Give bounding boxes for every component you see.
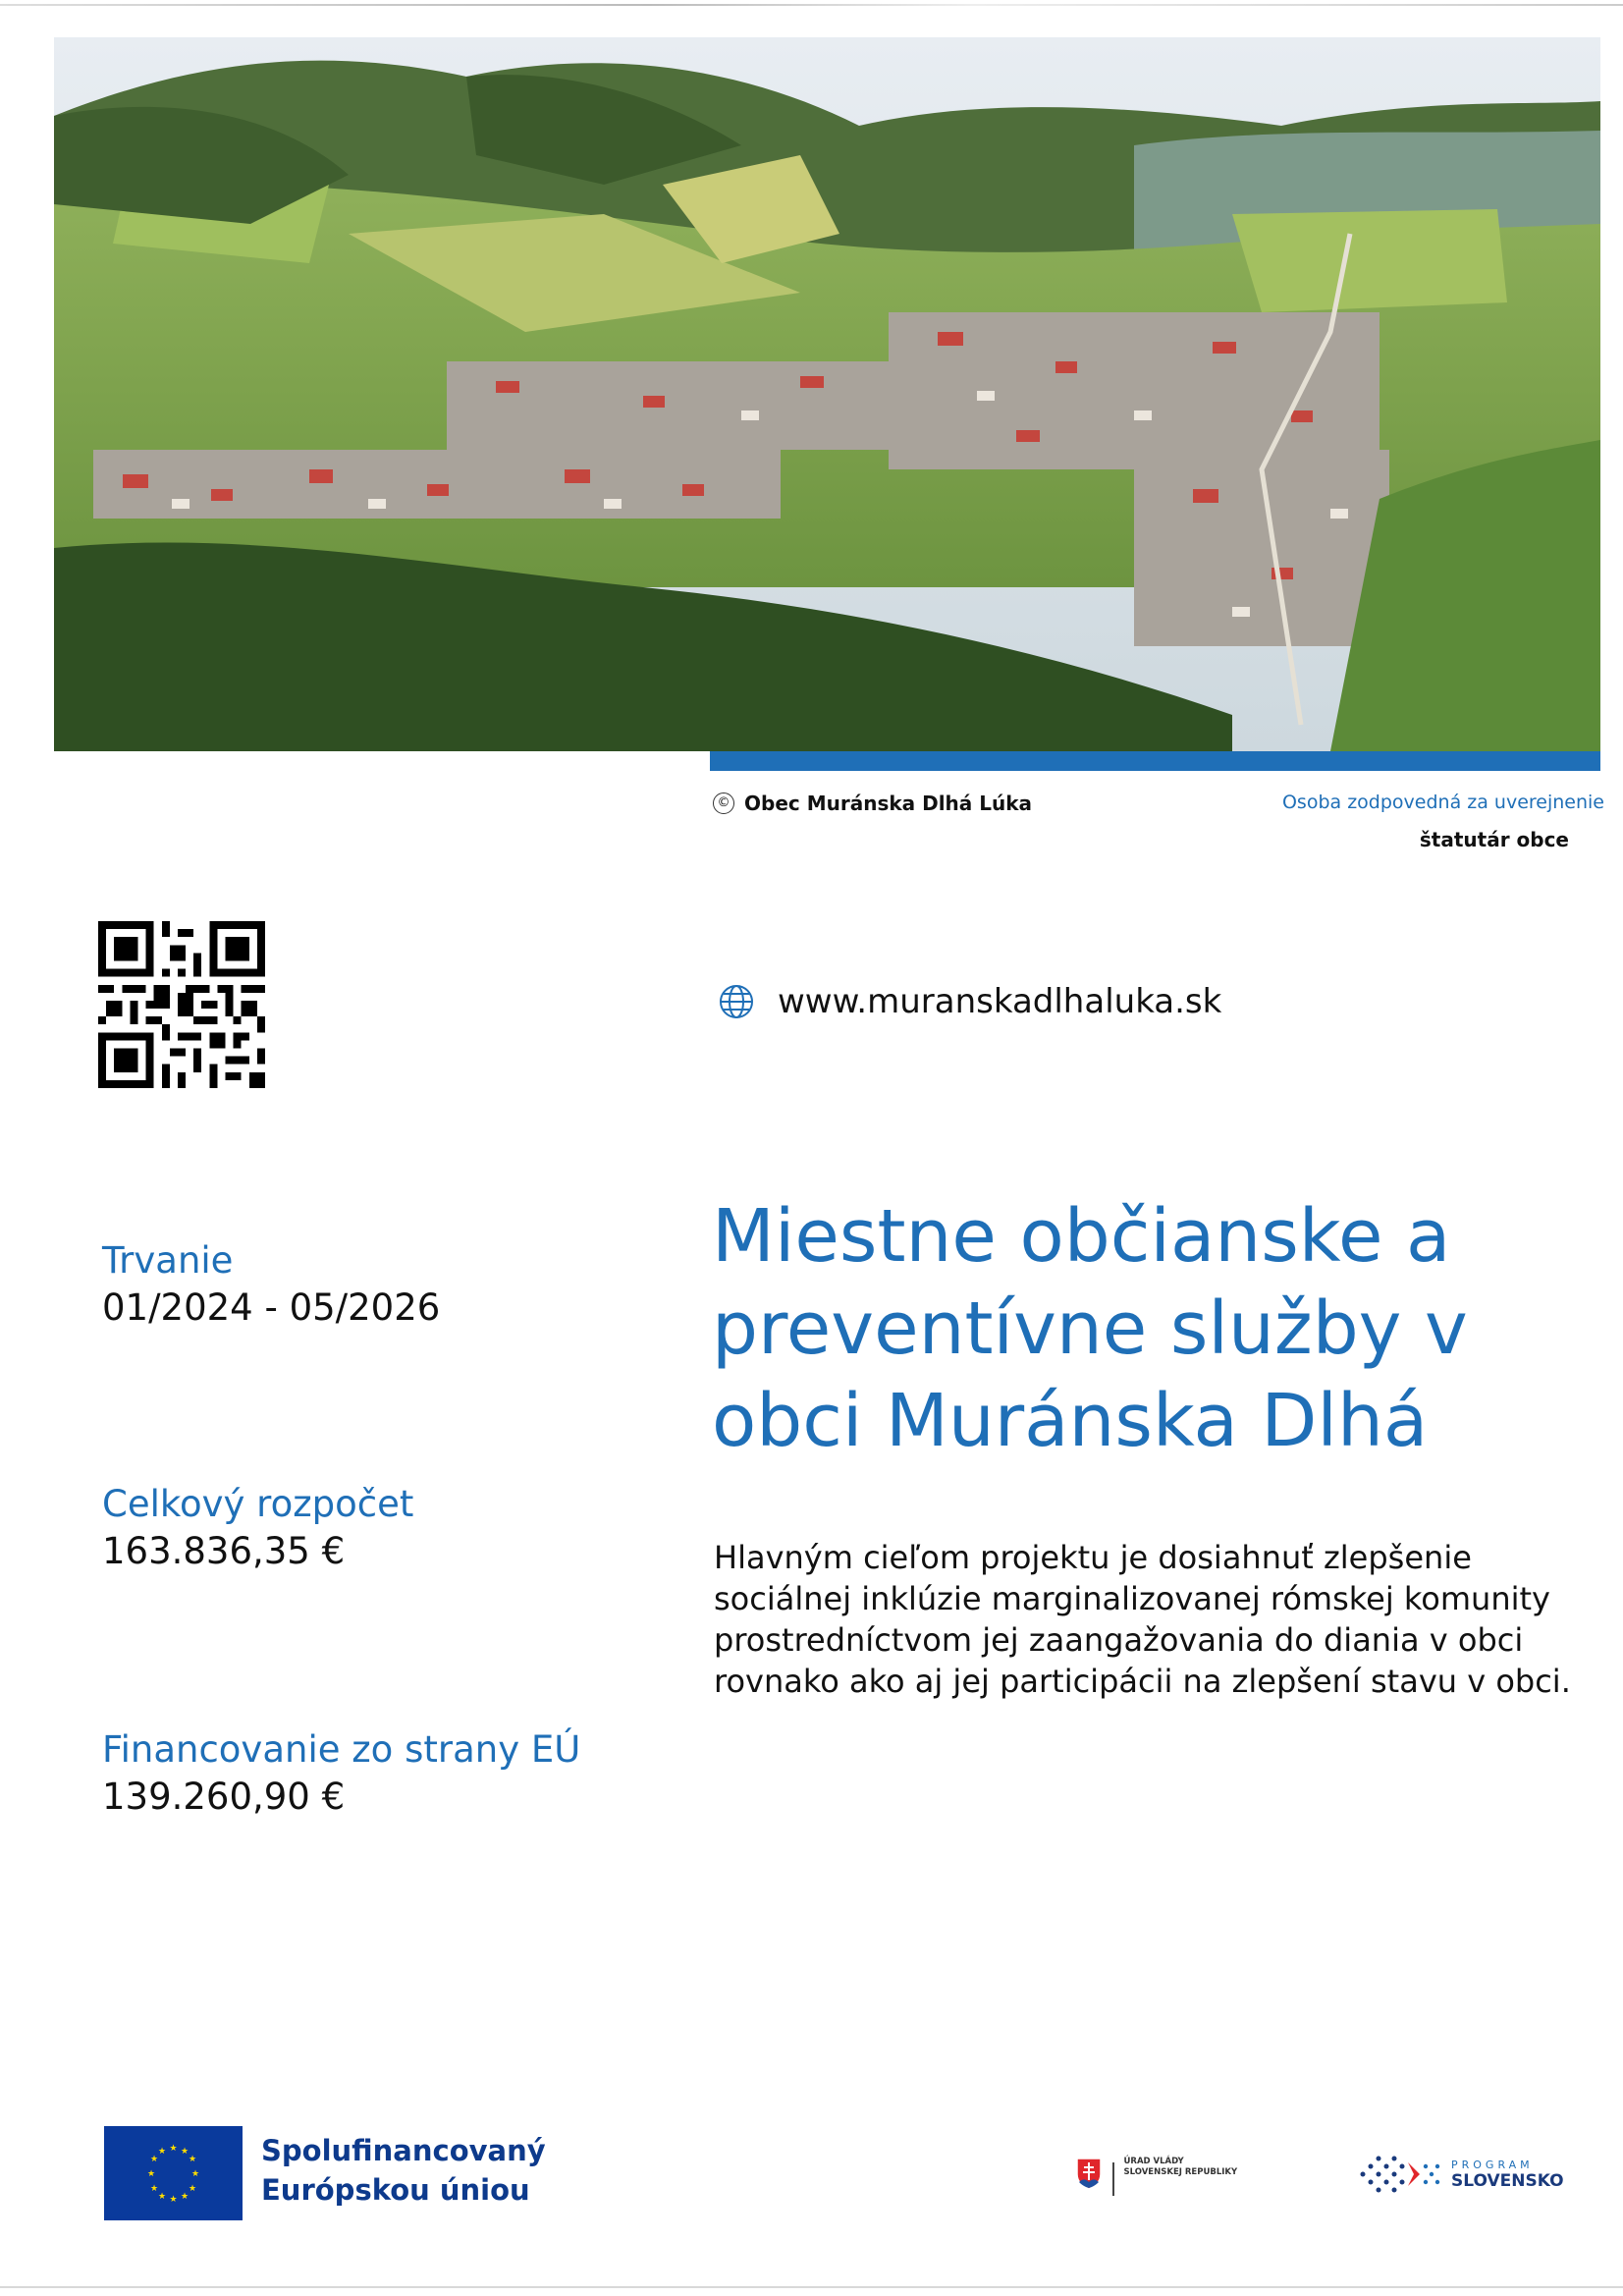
eu-flag-logo bbox=[104, 2126, 243, 2220]
copyright-owner: Obec Muránska Dlhá Lúka bbox=[744, 792, 1033, 815]
copyright-line bbox=[713, 792, 1032, 815]
responsible-person-value: štatutár obce bbox=[1419, 828, 1569, 851]
urad-line1: ÚRAD VLÁDY bbox=[1123, 2157, 1184, 2166]
eu-funding-label: Financovanie zo strany EÚ bbox=[102, 1728, 581, 1771]
globe-icon bbox=[719, 984, 754, 1019]
qr-code[interactable] bbox=[98, 921, 265, 1088]
program-line2: SLOVENSKO bbox=[1451, 2170, 1564, 2191]
svg-text:★: ★ bbox=[149, 2155, 159, 2164]
duration-value: 01/2024 - 05/2026 bbox=[102, 1286, 441, 1329]
village-aerial-photo bbox=[54, 37, 1600, 751]
total-budget-value: 163.836,35 € bbox=[102, 1530, 346, 1572]
svg-text:★: ★ bbox=[190, 2169, 200, 2179]
website-link[interactable] bbox=[719, 982, 1221, 1021]
accent-bar bbox=[710, 751, 1600, 771]
svg-text:★: ★ bbox=[157, 2192, 167, 2202]
svg-text:★: ★ bbox=[149, 2184, 159, 2194]
project-title: Miestne občianske a preventívne služby v obci Muránska Dlhá bbox=[712, 1194, 1468, 1463]
svg-text:★: ★ bbox=[188, 2184, 197, 2194]
logo-divider bbox=[1112, 2162, 1114, 2196]
svg-text:★: ★ bbox=[157, 2147, 167, 2157]
eu-funding-value: 139.260,90 € bbox=[102, 1776, 346, 1818]
program-slovensko-logo bbox=[1357, 2151, 1564, 2198]
scan-edge-top bbox=[0, 4, 1623, 6]
program-dots-icon bbox=[1357, 2151, 1443, 2198]
slovak-coat-of-arms-icon bbox=[1075, 2157, 1103, 2190]
svg-text:★: ★ bbox=[188, 2155, 197, 2164]
svg-text:★: ★ bbox=[146, 2169, 156, 2179]
copyright-icon: © bbox=[713, 793, 734, 814]
responsible-person-label: Osoba zodpovedná za uverejnenie bbox=[1281, 792, 1604, 813]
svg-text:★: ★ bbox=[180, 2192, 189, 2202]
eu-text-line1: Spolufinancovaný bbox=[261, 2134, 546, 2167]
eu-text-line2: Európskou úniou bbox=[261, 2173, 530, 2207]
website-url[interactable]: www.muranskadlhaluka.sk bbox=[778, 982, 1222, 1021]
project-description: Hlavným cieľom projektu je dosiahnuť zlepšenie sociálnej inklúzie marginalizovanej rómskej komunity prostredníctvom jej zaangažovania do diania v obci rovnako ako aj jej participácii na zlepšení stavu v obci. bbox=[714, 1539, 1571, 1700]
svg-text:★: ★ bbox=[169, 2195, 178, 2205]
total-budget-label: Celkový rozpočet bbox=[102, 1483, 414, 1525]
program-line1: PROGRAM bbox=[1451, 2158, 1534, 2171]
urad-line2: SLOVENSKEJ REPUBLIKY bbox=[1123, 2167, 1238, 2177]
government-office-logo bbox=[1075, 2157, 1237, 2196]
eu-cofunded-text bbox=[261, 2131, 546, 2210]
svg-text:★: ★ bbox=[180, 2147, 189, 2157]
duration-label: Trvanie bbox=[102, 1239, 234, 1282]
scan-edge-bottom bbox=[0, 2286, 1623, 2288]
svg-text:★: ★ bbox=[169, 2144, 178, 2154]
